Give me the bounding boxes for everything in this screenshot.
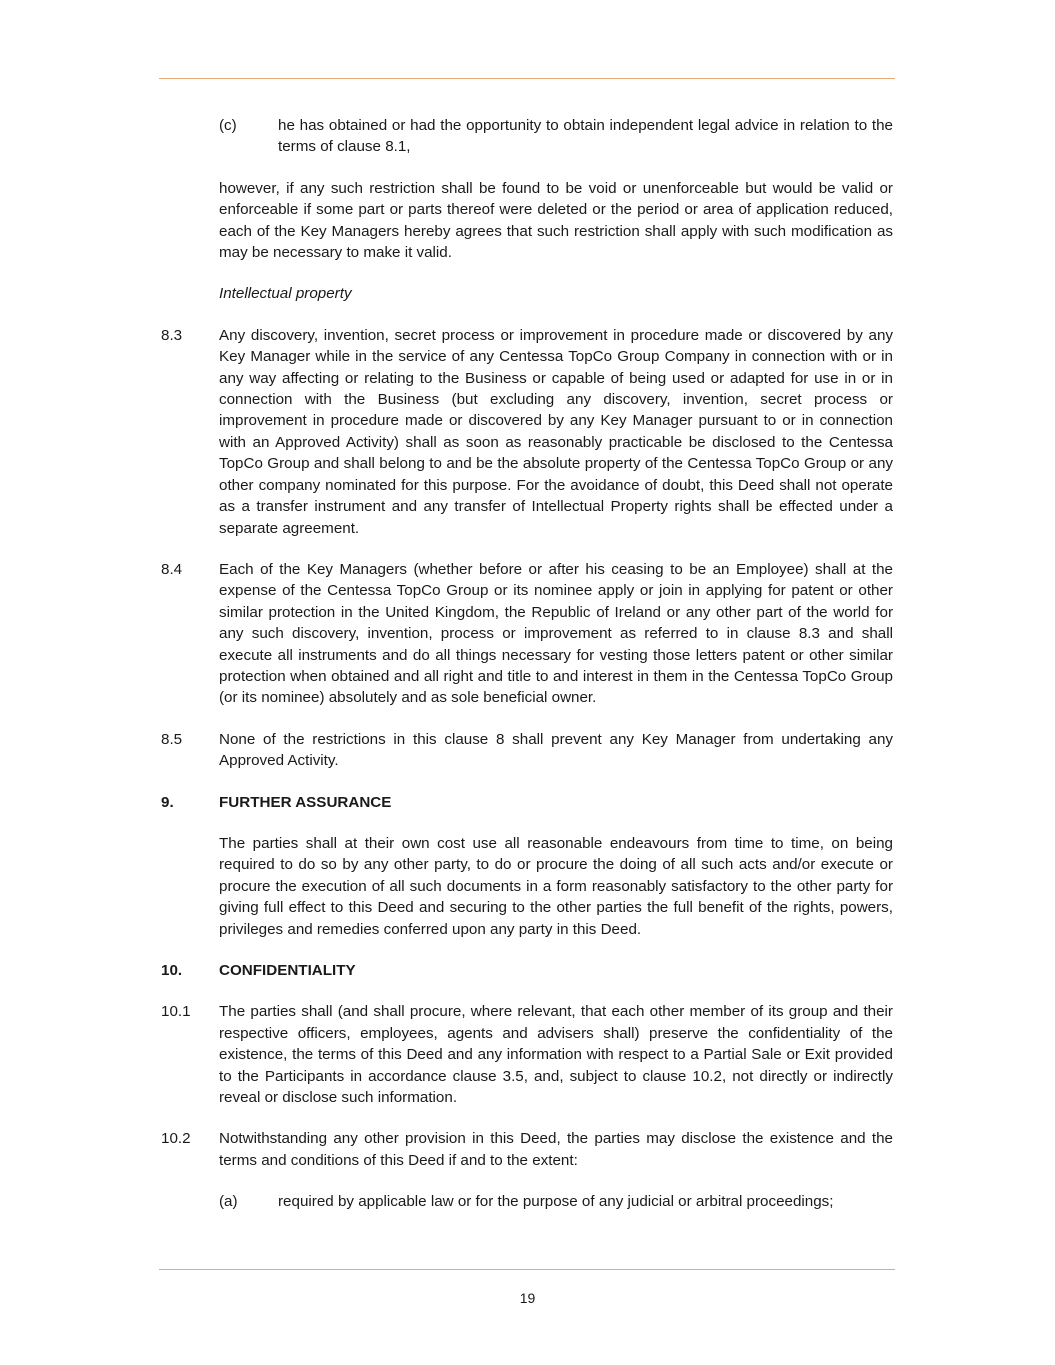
- clause-8-2c: [219, 115, 893, 158]
- section-number: 9.: [161, 793, 174, 811]
- clause-text: Any discovery, invention, secret process or improvement in procedure made or discovered by any Key Manager while in the service of any Centessa TopCo Group Company in connection with or in any way affecting or relating to the Business or capable of being used or adapted for use in or in connection with the Business (but excluding any discovery, invention, secret process or improvement in procedure made or discovered by any Key Manager pursuant to or in connection with an Approved Activity) shall as soon as reasonably practicable be disclosed to the Centessa TopCo Group and shall belong to and be the absolute property of the Centessa TopCo Group or any other company nominated for this purpose. For the avoidance of doubt, this Deed shall not operate as a transfer instrument and any transfer of Intellectual Property rights shall be effected under a separate agreement.: [219, 326, 893, 537]
- section-number: 10.: [161, 962, 183, 979]
- clause-label: (c): [219, 117, 237, 134]
- clause-8-3: [161, 325, 893, 539]
- page-body: [161, 115, 893, 1233]
- clause-number: 10.1: [161, 1003, 191, 1021]
- section-title: FURTHER ASSURANCE: [219, 793, 392, 811]
- clause-8-5: [161, 729, 893, 772]
- clause-text: The parties shall (and shall procure, where relevant, that each other member of its group and their respective officers, employees, agents and advisers shall) preserve the confidentiality of the existence, the terms of this Deed and any information with respect to a Partial Sale or Exit provided to the Participants in accordance clause 3.5, and, subject to clause 10.2, not directly or indirectly reveal or disclose such information.: [219, 1003, 893, 1107]
- clause-10-2: [161, 1128, 893, 1171]
- clause-text: None of the restrictions in this clause 8 shall prevent any Key Manager from undertaking any Approved Activity.: [219, 730, 893, 770]
- section-9-text: The parties shall at their own cost use all reasonable endeavours from time to time, on being required to do so by any other party, to do or procure the doing of all such acts and/or execute or procure the execution of all such documents in a form reasonably satisfactory to the other party for giving full effect to this Deed and securing to the other parties the full benefit of the rights, powers, privileges and remedies conferred upon any party in this Deed.: [219, 834, 893, 938]
- intellectual-property-subheading: Intellectual property: [219, 285, 352, 303]
- clause-number: 10.2: [161, 1130, 191, 1148]
- however-paragraph: however, if any such restriction shall be found to be void or unenforceable but would be valid or enforceable if some part or parts thereof were deleted or the period or area of application reduced, each of the Key Managers hereby agrees that such restriction shall apply with such modification as may be necessary to make it valid.: [219, 179, 893, 262]
- footer-rule: [159, 1269, 895, 1270]
- clause-10-2a: [219, 1191, 893, 1212]
- header-rule: [159, 78, 895, 79]
- section-title: CONFIDENTIALITY: [219, 962, 356, 979]
- clause-8-4: [161, 559, 893, 709]
- clause-number: 8.4: [161, 560, 183, 578]
- clause-10-1: [161, 1001, 893, 1108]
- clause-text: Notwithstanding any other provision in this Deed, the parties may disclose the existence and the terms and conditions of this Deed if and to the extent:: [219, 1130, 893, 1169]
- page-number: 19: [519, 1290, 536, 1306]
- clause-label: (a): [219, 1193, 238, 1211]
- clause-number: 8.3: [161, 326, 183, 344]
- clause-text: he has obtained or had the opportunity to obtain independent legal advice in relation to the terms of clause 8.1,: [278, 117, 893, 156]
- clause-number: 8.5: [161, 730, 183, 748]
- clause-text: required by applicable law or for the purpose of any judicial or arbitral proceedings;: [278, 1193, 834, 1211]
- section-10-heading: [161, 960, 893, 981]
- clause-text: Each of the Key Managers (whether before or after his ceasing to be an Employee) shall at the expense of the Centessa TopCo Group or its nominee apply or join in applying for patent or other similar protection in the United Kingdom, the Republic of Ireland or any other part of the world for any such discovery, invention, process or improvement as referred to in clause 8.3 and shall execute all instruments and do all things necessary for vesting those letters patent or other similar protection when obtained and all right and title to and interest in them in the Centessa TopCo Group (or its nominee) absolutely and as sole beneficial owner.: [219, 560, 893, 707]
- section-9-heading: [161, 792, 893, 813]
